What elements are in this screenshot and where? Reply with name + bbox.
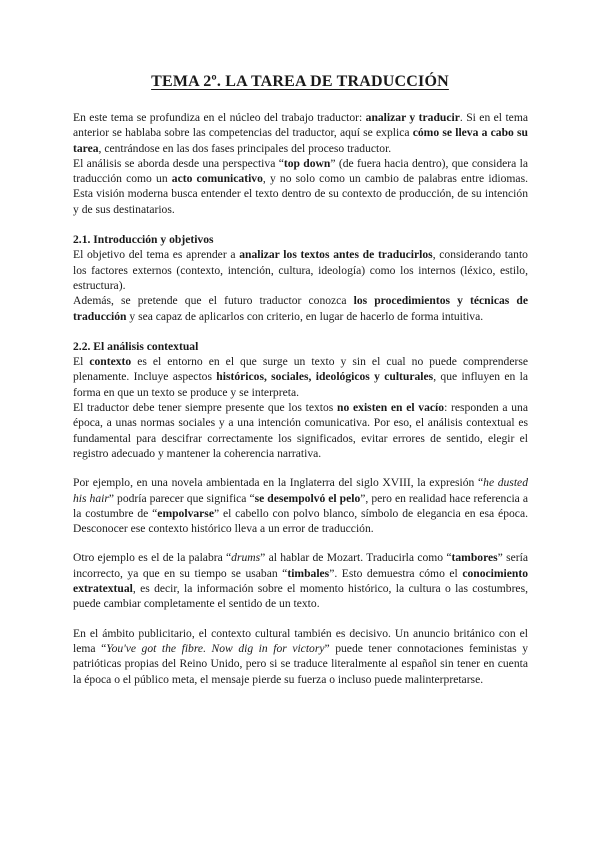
section2-paragraph-1 [73,354,528,400]
text-span: Además, se pretende que el futuro traductor conozca [73,294,354,308]
section-heading-2-1: 2.1. Introducción y objetivos [73,233,214,247]
section2-paragraph-2 [73,400,528,461]
intro-paragraph-1 [73,110,528,156]
bold-term: empolvarse [157,506,214,520]
text-span: El análisis se aborda desde una perspectiva “ [73,156,284,170]
intro-paragraph-2 [73,156,528,217]
bold-term: analizar los textos antes de traducirlos [239,248,433,262]
document-body [73,110,528,687]
text-span: es el entorno en el que surge un texto y sin el cual no puede comprenderse plenamente. Incluye aspectos [73,355,528,384]
section2-paragraph-3 [73,475,528,536]
text-span: y sea capaz de aplicarlos con criterio, en lugar de hacerlo de forma intuitiva. [126,309,484,323]
text-span: El [73,355,90,369]
text-span: , que influyen en la forma en que un texto se produce y se interpreta. [73,370,528,399]
text-span: El objetivo del tema es aprender a [73,248,240,262]
text-span: , centrándose en las dos fases principales del proceso traductor. [98,141,392,155]
text-span: : responden a una época, a unas normas sociales y a una intención comunicativa. Por eso, el análisis contextual es fundamental para descifrar correctamente los significados, evitar errores de sentido, elegir el registro adecuado y mantener la coherencia narrativa. [73,401,529,460]
section-heading-2-2: 2.2. El análisis contextual [73,339,199,353]
italic-term: drums [231,551,261,565]
section1-paragraph-2 [73,293,528,324]
bold-term: contexto [89,355,132,369]
text-span: En el ámbito publicitario, el contexto cultural también es decisivo. Un anuncio británico con el lema “ [73,626,528,655]
document-title: TEMA 2º. LA TAREA DE TRADUCCIÓN [151,73,449,90]
text-span: ” (de fuera hacia dentro), que considera la traducción como un [73,156,528,186]
text-span: ” el cabello con polvo blanco, símbolo de elegancia en esa época. Desconocer ese contexto histórico lleva a un error de traducción. [73,506,528,536]
section2-paragraph-5 [73,626,528,687]
italic-term: he dusted his hair [73,476,528,505]
italic-term: You've got the fibre. Now dig in for victory [106,641,325,655]
text-span: ” podría parecer que significa “ [108,491,255,505]
text-span: , es decir, la información sobre el momento histórico, la cultura o las costumbres, puede cambiar completamente el sentido de un texto. [73,582,528,611]
section1-paragraph-1 [73,247,528,293]
text-span: , y no solo como un cambio de palabras entre idiomas. Esta visión moderna busca entender el texto dentro de su contexto de producción, de su intención y de sus destinatarios. [73,172,528,216]
bold-term: timbales [287,566,330,580]
bold-term: los procedimientos y técnicas de traducción [73,294,529,323]
text-span: . Si en el tema anterior se hablaba sobre las competencias del traductor, aquí se explica [73,111,528,140]
bold-term: acto comunicativo [171,172,263,186]
bold-term: no existen en el vacío [337,401,445,415]
text-span: Por ejemplo, en una novela ambientada en la Inglaterra del siglo XVIII, la expresión “ [73,476,484,490]
section2-paragraph-4 [73,550,528,611]
text-span: En este tema se profundiza en el núcleo del trabajo traductor: [73,111,366,124]
bold-term: históricos, sociales, ideológicos y culturales [216,370,434,384]
text-span: ” sería incorrecto, ya que en su tiempo se usaban “ [73,551,528,580]
bold-term: conocimiento extratextual [73,566,528,596]
text-span: El traductor debe tener siempre presente que los textos [73,401,338,415]
bold-term: se desempolvó el pelo [254,491,361,505]
bold-term: cómo se lleva a cabo su tarea [73,126,528,155]
text-span: ” puede tener connotaciones feministas y patrióticas propias del Reino Unido, pero si se traduce literalmente al español sin tener en cuenta la época o el público meta, el mensaje pierde su fuerza o incluso puede malinterpretarse. [73,641,529,686]
text-span: ” al hablar de Mozart. Traducirla como “ [260,551,452,565]
text-span: Otro ejemplo es el de la palabra “ [73,551,232,565]
text-span: , considerando tanto los factores externos (contexto, intención, cultura, ideología) como los internos (léxico, estilo, estructura). [73,248,528,292]
text-span: ”, pero en realidad hace referencia a la costumbre de “ [73,491,528,520]
bold-term: top down [283,156,331,170]
bold-term: tambores [451,551,498,565]
text-span: ”. Esto demuestra cómo el [329,566,463,580]
bold-term: analizar y traducir [365,111,460,124]
